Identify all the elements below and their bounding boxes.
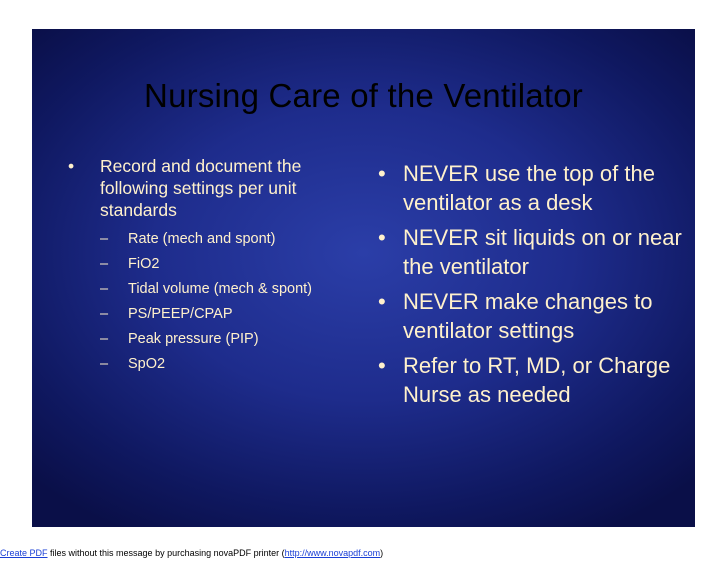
dash-icon: – xyxy=(100,306,109,322)
list-item xyxy=(372,223,692,281)
left-bullet xyxy=(68,155,358,221)
list-item xyxy=(68,355,358,373)
slide-title: Nursing Care of the Ventilator xyxy=(144,77,583,114)
dash-icon: – xyxy=(100,331,109,347)
footer-text-end: ) xyxy=(380,548,384,558)
footer-text: files without this message by purchasing novaPDF printer ( xyxy=(47,548,285,558)
sub-item-text: Rate (mech and spont) xyxy=(128,231,276,247)
dash-icon: – xyxy=(100,356,109,372)
list-item xyxy=(372,351,692,409)
left-column xyxy=(68,155,358,373)
right-bullet-text: Refer to RT, MD, or Charge Nurse as needed xyxy=(403,353,671,407)
dash-icon: – xyxy=(100,231,109,247)
list-item xyxy=(68,305,358,323)
dash-icon: – xyxy=(100,281,109,297)
sub-item-text: PS/PEEP/CPAP xyxy=(128,306,233,322)
sub-item-text: Tidal volume (mech & spont) xyxy=(128,281,313,297)
list-item xyxy=(68,280,358,298)
sub-item-text: Peak pressure (PIP) xyxy=(128,331,259,347)
dash-icon: – xyxy=(100,256,109,272)
footer-watermark xyxy=(0,545,383,561)
novapdf-link[interactable]: http://www.novapdf.com xyxy=(284,548,381,558)
bullet-icon: • xyxy=(378,289,386,314)
right-bullet-text: NEVER sit liquids on or near the ventilator xyxy=(403,225,682,279)
list-item xyxy=(68,230,358,248)
list-item xyxy=(372,159,692,217)
list-item xyxy=(68,255,358,273)
right-column xyxy=(372,159,692,415)
list-item xyxy=(372,287,692,345)
list-item xyxy=(68,330,358,348)
sub-item-text: FiO2 xyxy=(128,256,160,272)
bullet-icon: • xyxy=(378,225,386,250)
bullet-icon: • xyxy=(68,156,75,176)
bullet-icon: • xyxy=(378,161,386,186)
create-pdf-link[interactable]: Create PDF xyxy=(0,548,48,558)
slide xyxy=(32,29,695,527)
left-bullet-text: Record and document the following settings per unit standards xyxy=(100,156,302,220)
sub-item-text: SpO2 xyxy=(128,356,166,372)
bullet-icon: • xyxy=(378,353,386,378)
right-bullet-text: NEVER use the top of the ventilator as a desk xyxy=(403,161,655,215)
left-sub-list xyxy=(68,230,358,373)
right-bullet-text: NEVER make changes to ventilator settings xyxy=(403,289,653,343)
